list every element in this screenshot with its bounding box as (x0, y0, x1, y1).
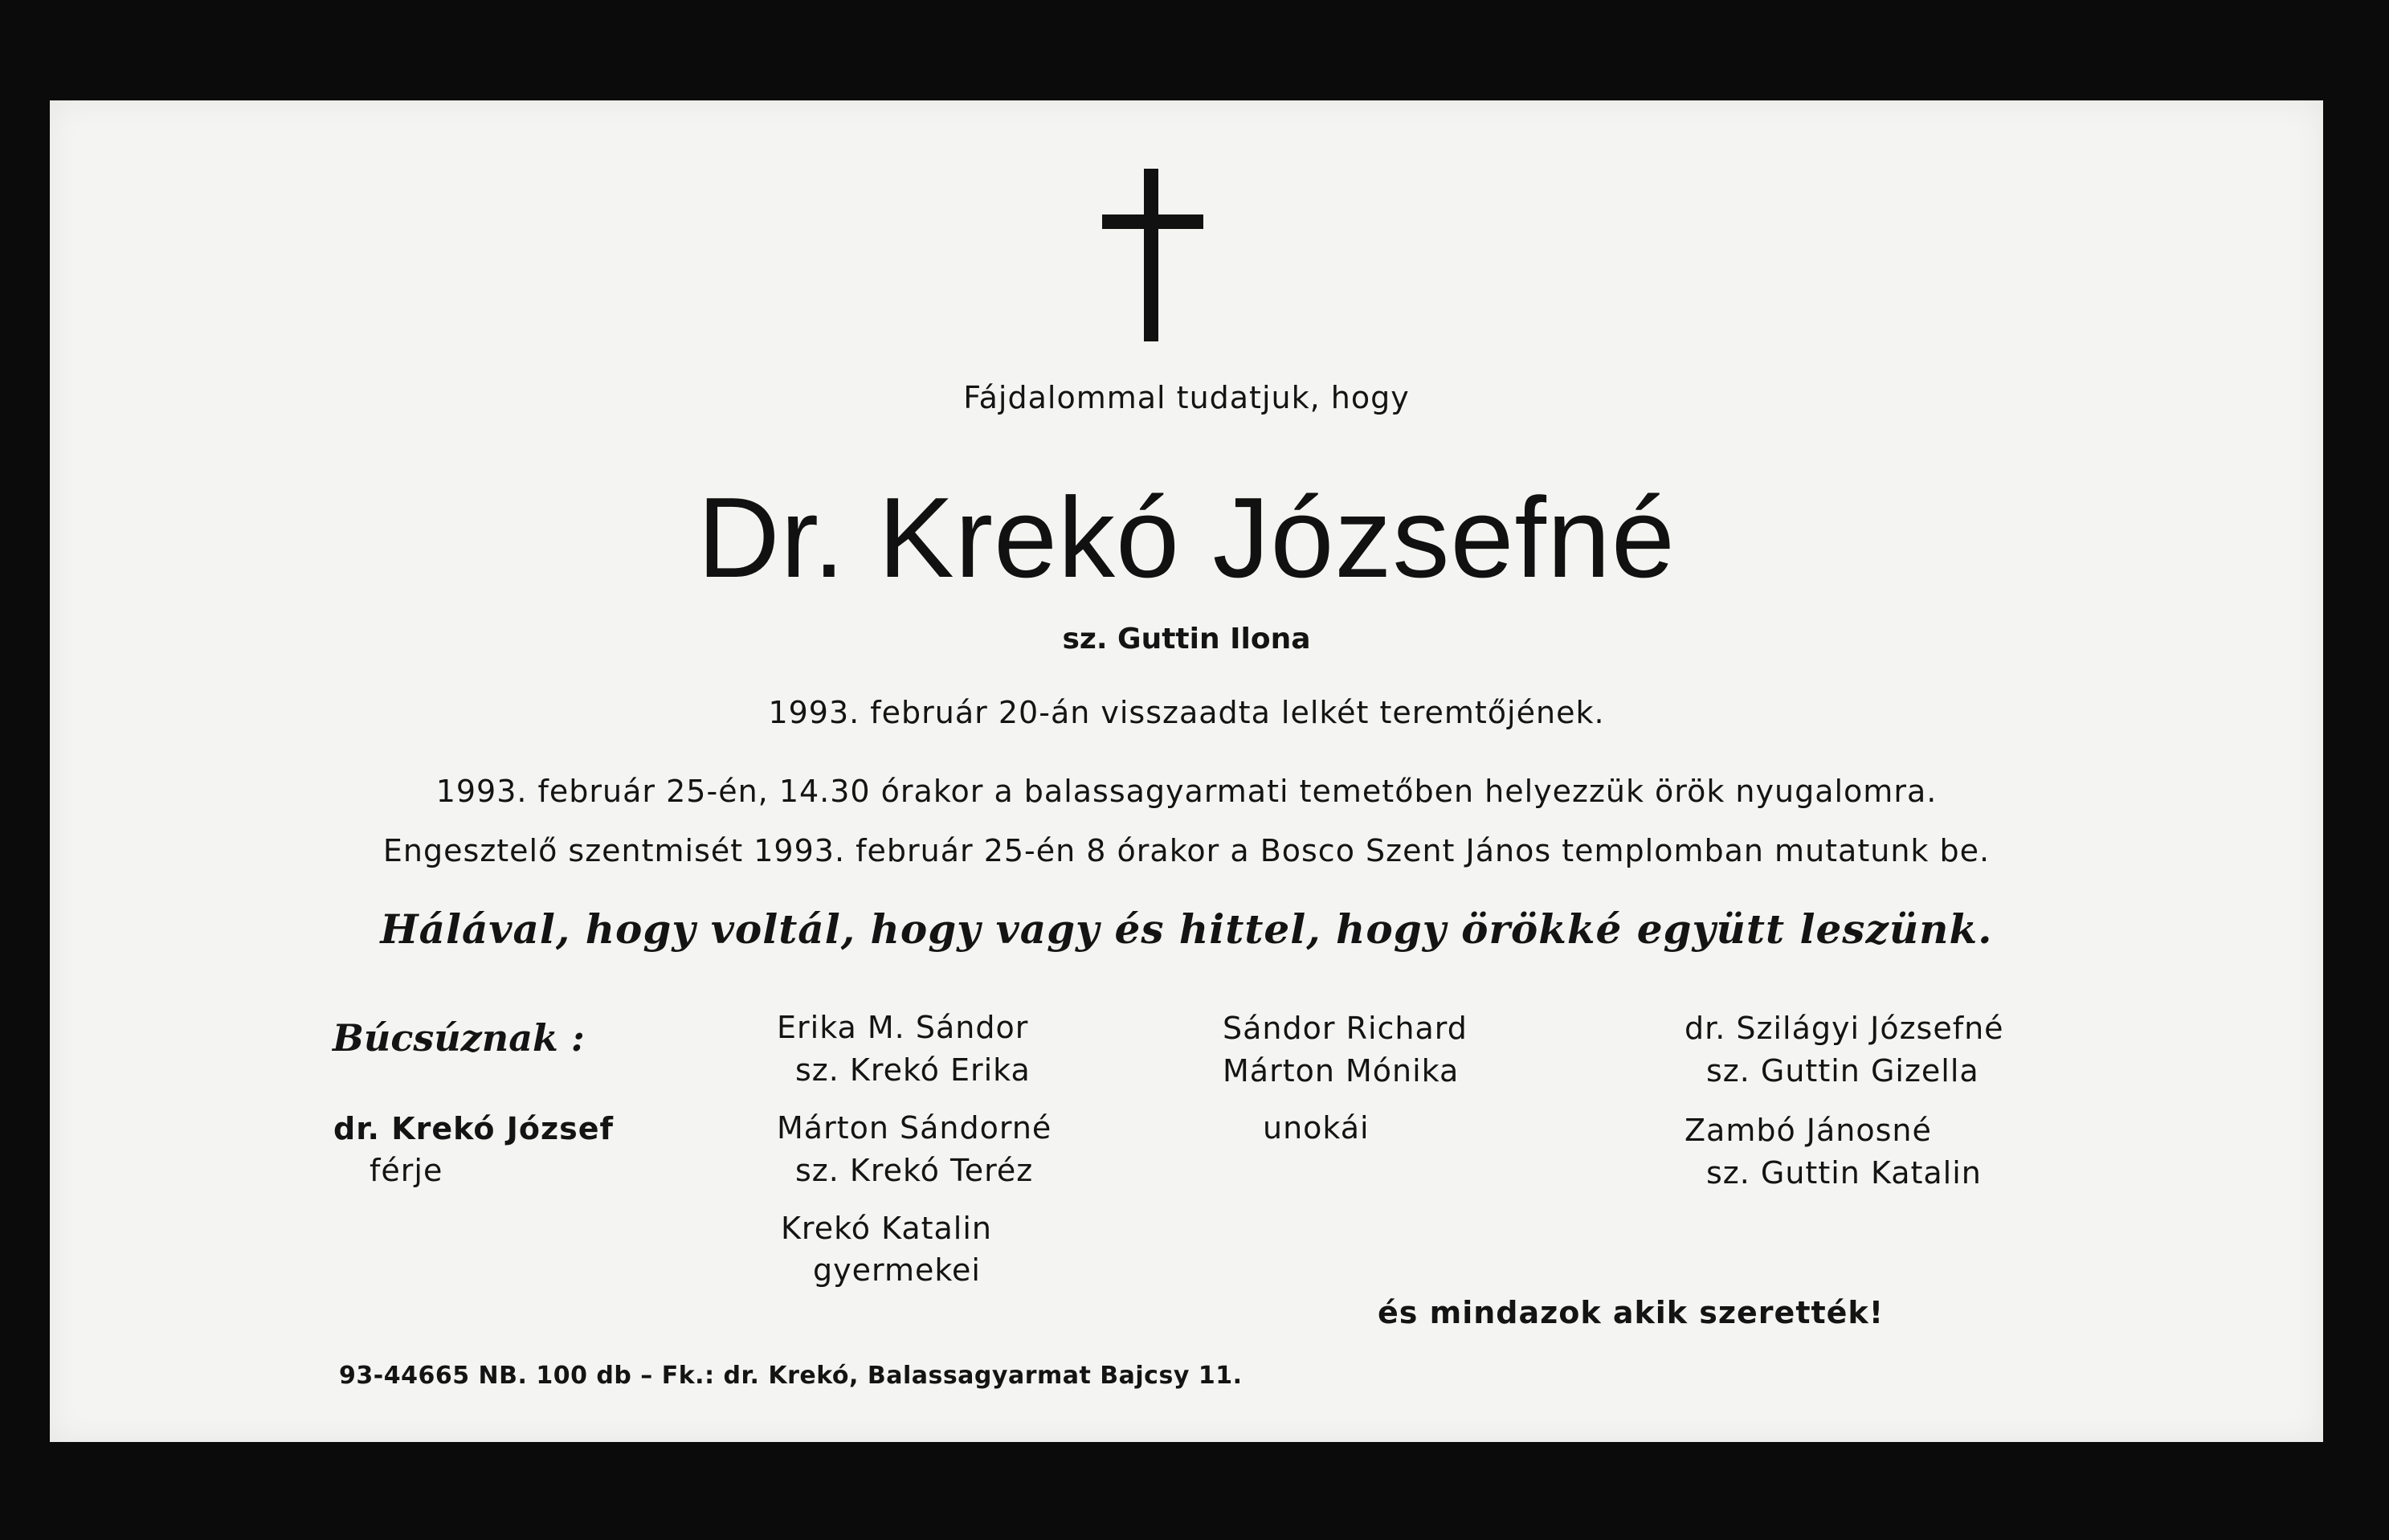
relative-name: dr. Szilágyi Józsefné (1685, 1011, 2004, 1046)
relative-maiden-name: sz. Guttin Gizella (1706, 1053, 1979, 1089)
grandchildren-role: unokái (1263, 1110, 1370, 1146)
child-name: Márton Sándorné (777, 1110, 1052, 1146)
grandchild-name: Sándor Richard (1223, 1011, 1468, 1046)
child-name: Erika M. Sándor (777, 1010, 1029, 1045)
child-maiden-name: sz. Krekó Teréz (795, 1153, 1034, 1188)
death-line: 1993. február 20-án visszaadta lelkét teremtőjének. (768, 695, 1605, 730)
print-info: 93-44665 NB. 100 db – Fk.: dr. Krekó, Balassagyarmat Bajcsy 11. (339, 1362, 1243, 1390)
mass-line: Engesztelő szentmisét 1993. február 25-én 8 órakor a Bosco Szent János templomban mutatunk be. (382, 833, 1991, 868)
closing-text: és mindazok akik szerették! (1378, 1295, 1885, 1330)
motto: Hálával, hogy voltál, hogy vagy és hittel, hogy örökké együtt leszünk. (380, 905, 1993, 953)
maiden-name: sz. Guttin Ilona (1062, 623, 1311, 656)
mourners-title: Búcsúznak : (333, 1016, 585, 1060)
funeral-line: 1993. február 25-én, 14.30 órakor a balassagyarmati temetőben helyezzük örök nyugalomra. (435, 774, 1938, 809)
grandchild-name: Márton Mónika (1223, 1053, 1460, 1089)
deceased-name: Dr. Krekó Józsefné (697, 474, 1676, 602)
husband-role: férje (370, 1153, 443, 1188)
children-role: gyermekei (813, 1252, 981, 1288)
husband-name: dr. Krekó József (333, 1111, 615, 1146)
relative-name: Zambó Jánosné (1685, 1113, 1932, 1148)
obituary-card (50, 100, 2323, 1442)
latin-cross-icon (1102, 169, 1203, 341)
relative-maiden-name: sz. Guttin Katalin (1706, 1155, 1982, 1191)
intro-text: Fájdalommal tudatjuk, hogy (963, 380, 1410, 415)
child-maiden-name: sz. Krekó Erika (795, 1052, 1031, 1088)
child-name: Krekó Katalin (781, 1211, 992, 1246)
